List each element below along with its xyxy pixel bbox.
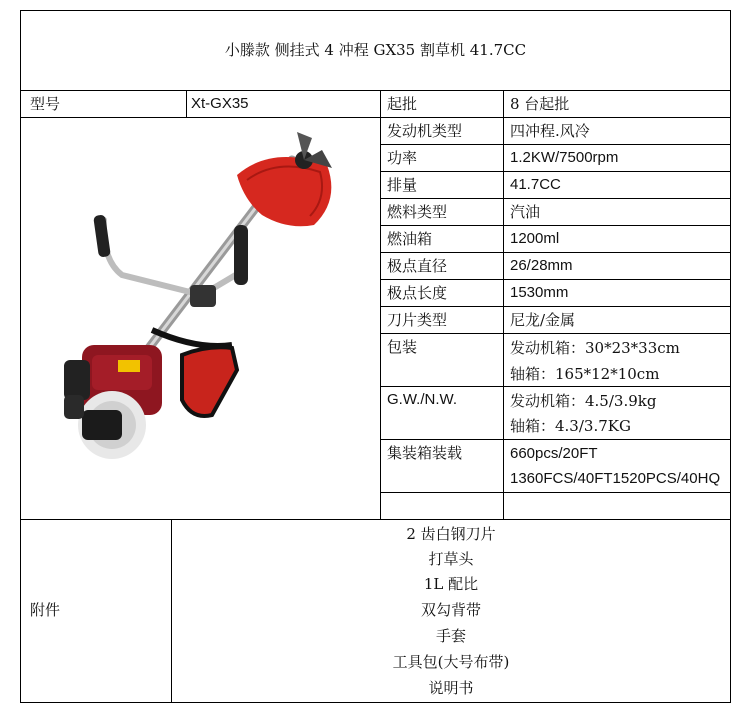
spec-value: 41.7CC xyxy=(510,176,561,193)
model-label: 型号 xyxy=(30,95,61,113)
spec-value: 1.2KW/7500rpm xyxy=(510,149,619,166)
packing-line-engine: 发动机箱：30*23*33cm xyxy=(510,339,680,357)
accessory-item: 2 齿白钢刀片 xyxy=(406,525,496,543)
spec-label: 极点长度 xyxy=(387,284,448,302)
packing-label: 包装 xyxy=(387,338,418,356)
spec-label: 燃油箱 xyxy=(387,230,433,248)
accessory-item: 打草头 xyxy=(428,550,474,568)
accessory-item: 说明书 xyxy=(428,679,474,697)
weight-label: G.W./N.W. xyxy=(387,391,457,408)
accessory-item: 1L 配比 xyxy=(423,575,479,593)
spec-value: 1200ml xyxy=(510,230,560,247)
container-label: 集装箱装载 xyxy=(387,444,463,462)
spec-label: 排量 xyxy=(387,176,418,194)
accessories-label: 附件 xyxy=(30,601,61,619)
moq-value: 8 台起批 xyxy=(510,95,570,113)
weight-line-shaft: 轴箱：4.3/3.7KG xyxy=(510,417,631,435)
accessory-item: 手套 xyxy=(435,627,466,645)
packing-line-shaft: 轴箱：165*12*10cm xyxy=(510,365,660,383)
weight-line-engine: 发动机箱：4.5/3.9kg xyxy=(510,392,657,410)
spec-label: 发动机类型 xyxy=(387,122,463,140)
spec-value: 尼龙/金属 xyxy=(510,311,576,329)
accessory-item: 双勾背带 xyxy=(420,601,481,619)
page-title: 小滕款 侧挂式 4 冲程 GX35 割草机 41.7CC xyxy=(224,41,527,59)
model-value: Xt-GX35 xyxy=(191,95,249,112)
container-line-1: 660pcs/20FT xyxy=(510,445,598,462)
spec-value: 四冲程.风冷 xyxy=(510,122,590,140)
spec-value: 1530mm xyxy=(510,284,569,301)
spec-label: 刀片类型 xyxy=(387,311,448,329)
spec-label: 燃料类型 xyxy=(387,203,448,221)
container-line-2: 1360FCS/40FT1520PCS/40HQ xyxy=(510,470,721,487)
spec-value: 汽油 xyxy=(510,203,541,221)
accessory-item: 工具包(大号布带) xyxy=(392,653,510,671)
spec-value: 26/28mm xyxy=(510,257,573,274)
spec-label: 功率 xyxy=(387,149,418,167)
moq-label: 起批 xyxy=(387,95,418,113)
brush-cutter-image xyxy=(22,120,378,516)
spec-label: 极点直径 xyxy=(387,257,448,275)
